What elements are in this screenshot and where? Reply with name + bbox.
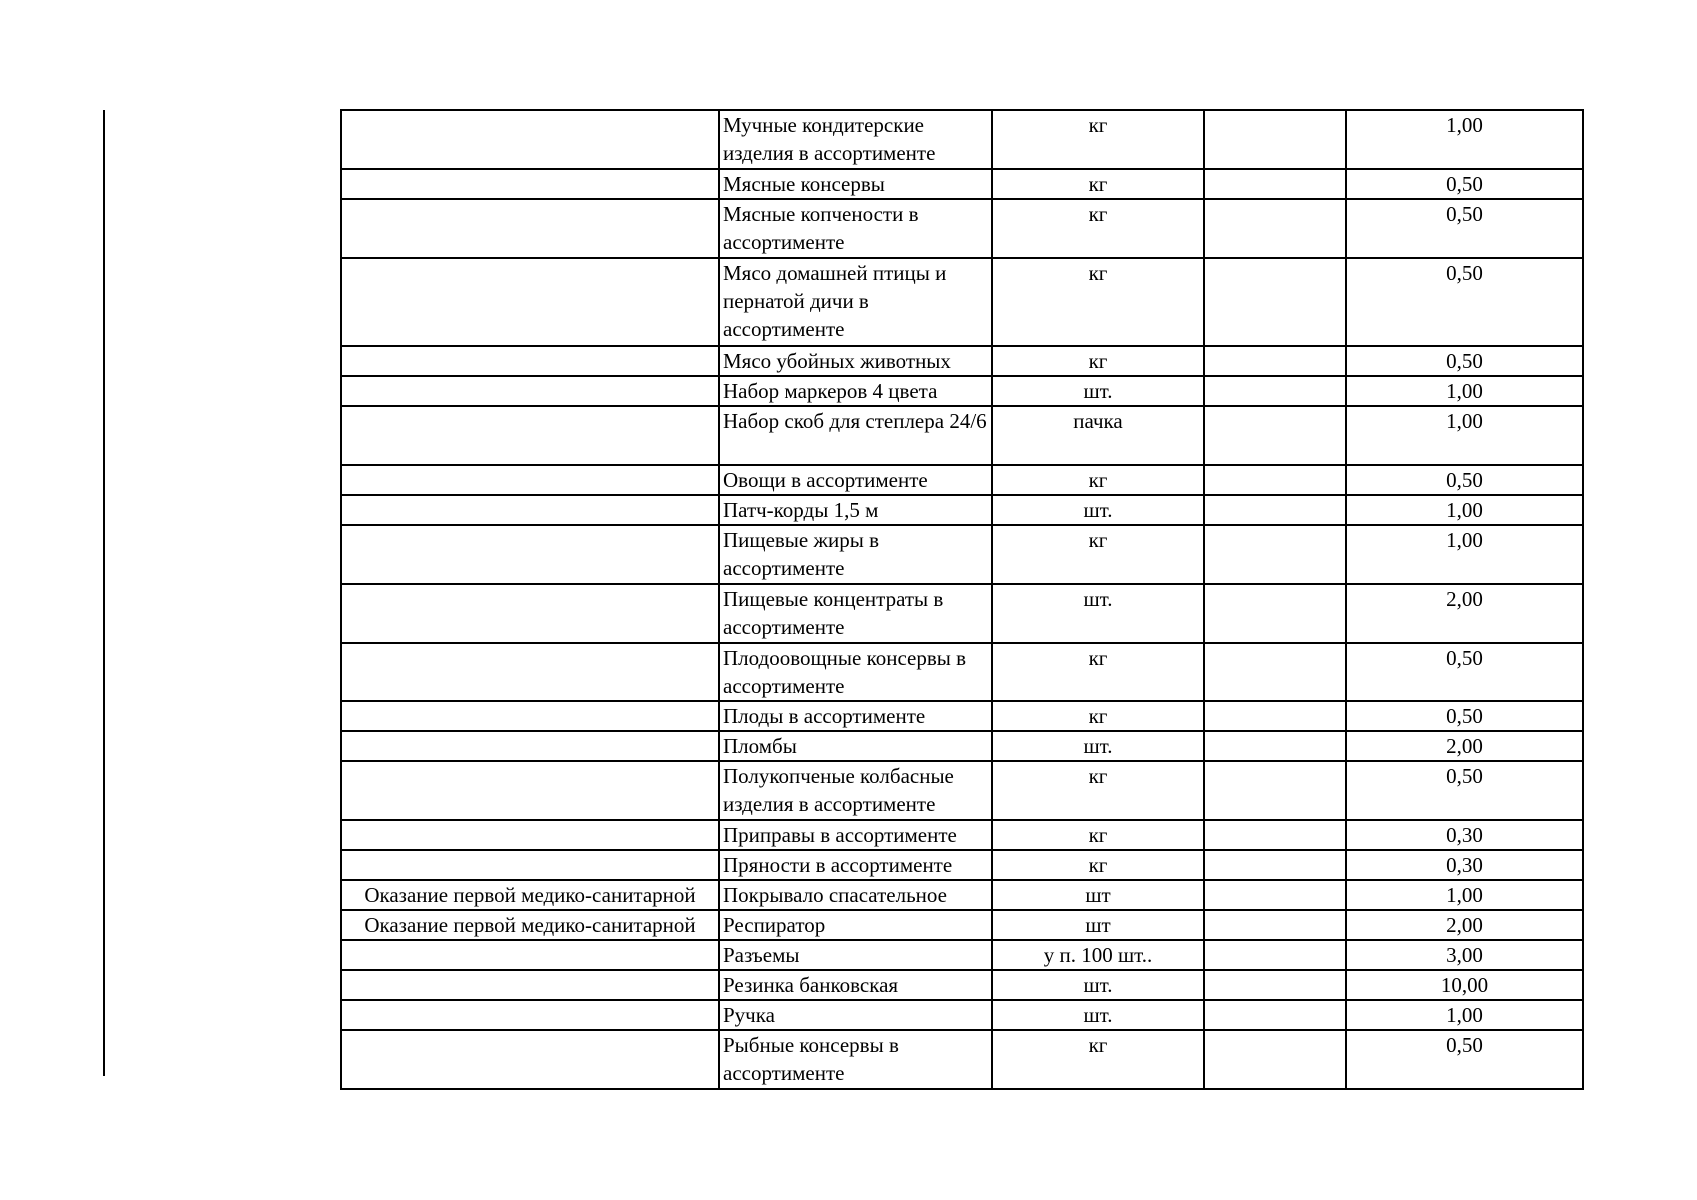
unit-cell: кг xyxy=(992,346,1204,376)
category-cell xyxy=(341,406,719,465)
item-name-cell: Покрывало спасательное xyxy=(719,880,992,910)
category-cell xyxy=(341,731,719,761)
table-row xyxy=(341,406,1583,465)
supplies-table xyxy=(340,109,1584,1090)
table-row xyxy=(341,465,1583,495)
blank-cell xyxy=(1204,970,1346,1000)
table-row xyxy=(341,850,1583,880)
blank-cell xyxy=(1204,258,1346,346)
blank-cell xyxy=(1204,169,1346,199)
unit-cell: шт. xyxy=(992,376,1204,406)
unit-cell: кг xyxy=(992,169,1204,199)
table-row xyxy=(341,970,1583,1000)
unit-cell: кг xyxy=(992,525,1204,584)
item-name-cell: Приправы в ассортименте xyxy=(719,820,992,850)
item-name-cell: Мучные кондитерские изделия в ассортименте xyxy=(719,110,992,169)
blank-cell xyxy=(1204,731,1346,761)
unit-cell: кг xyxy=(992,110,1204,169)
item-name-cell: Набор скоб для степлера 24/6 xyxy=(719,406,992,465)
quantity-cell: 0,50 xyxy=(1346,701,1583,731)
table-row xyxy=(341,731,1583,761)
quantity-cell: 0,50 xyxy=(1346,346,1583,376)
table-row xyxy=(341,820,1583,850)
unit-cell: пачка xyxy=(992,406,1204,465)
quantity-cell: 3,00 xyxy=(1346,940,1583,970)
blank-cell xyxy=(1204,1000,1346,1030)
item-name-cell: Патч-корды 1,5 м xyxy=(719,495,992,525)
unit-cell: шт xyxy=(992,910,1204,940)
quantity-cell: 1,00 xyxy=(1346,525,1583,584)
category-cell xyxy=(341,761,719,820)
blank-cell xyxy=(1204,465,1346,495)
item-name-cell: Пищевые жиры в ассортименте xyxy=(719,525,992,584)
blank-cell xyxy=(1204,701,1346,731)
blank-cell xyxy=(1204,346,1346,376)
category-cell xyxy=(341,110,719,169)
item-name-cell: Плодоовощные консервы в ассортименте xyxy=(719,643,992,701)
unit-cell: кг xyxy=(992,820,1204,850)
category-cell xyxy=(341,525,719,584)
blank-cell xyxy=(1204,643,1346,701)
item-name-cell: Разъемы xyxy=(719,940,992,970)
category-cell xyxy=(341,258,719,346)
blank-cell xyxy=(1204,910,1346,940)
quantity-cell: 0,50 xyxy=(1346,465,1583,495)
unit-cell: кг xyxy=(992,199,1204,258)
unit-cell: кг xyxy=(992,761,1204,820)
quantity-cell: 2,00 xyxy=(1346,731,1583,761)
item-name-cell: Овощи в ассортименте xyxy=(719,465,992,495)
category-cell xyxy=(341,465,719,495)
item-name-cell: Плоды в ассортименте xyxy=(719,701,992,731)
left-margin-rule xyxy=(103,110,105,1076)
category-cell xyxy=(341,376,719,406)
unit-cell: шт. xyxy=(992,731,1204,761)
unit-cell: кг xyxy=(992,850,1204,880)
quantity-cell: 0,50 xyxy=(1346,258,1583,346)
unit-cell: кг xyxy=(992,1030,1204,1089)
item-name-cell: Пломбы xyxy=(719,731,992,761)
category-cell xyxy=(341,820,719,850)
quantity-cell: 1,00 xyxy=(1346,110,1583,169)
table-row xyxy=(341,169,1583,199)
quantity-cell: 0,50 xyxy=(1346,643,1583,701)
table-row xyxy=(341,584,1583,643)
blank-cell xyxy=(1204,495,1346,525)
item-name-cell: Мясные копчености в ассортименте xyxy=(719,199,992,258)
item-name-cell: Мясо домашней птицы и пернатой дичи в ассортименте xyxy=(719,258,992,346)
blank-cell xyxy=(1204,584,1346,643)
unit-cell: у п. 100 шт.. xyxy=(992,940,1204,970)
item-name-cell: Респиратор xyxy=(719,910,992,940)
category-cell xyxy=(341,346,719,376)
category-cell xyxy=(341,495,719,525)
quantity-cell: 2,00 xyxy=(1346,584,1583,643)
blank-cell xyxy=(1204,406,1346,465)
blank-cell xyxy=(1204,1030,1346,1089)
unit-cell: шт. xyxy=(992,1000,1204,1030)
table-row xyxy=(341,495,1583,525)
item-name-cell: Мясные консервы xyxy=(719,169,992,199)
category-cell: Оказание первой медико-санитарной xyxy=(341,910,719,940)
quantity-cell: 2,00 xyxy=(1346,910,1583,940)
category-cell xyxy=(341,970,719,1000)
quantity-cell: 1,00 xyxy=(1346,1000,1583,1030)
quantity-cell: 1,00 xyxy=(1346,880,1583,910)
quantity-cell: 0,50 xyxy=(1346,199,1583,258)
blank-cell xyxy=(1204,199,1346,258)
category-cell xyxy=(341,169,719,199)
table-row xyxy=(341,701,1583,731)
unit-cell: кг xyxy=(992,258,1204,346)
blank-cell xyxy=(1204,820,1346,850)
item-name-cell: Резинка банковская xyxy=(719,970,992,1000)
category-cell xyxy=(341,940,719,970)
unit-cell: шт xyxy=(992,880,1204,910)
unit-cell: кг xyxy=(992,465,1204,495)
quantity-cell: 1,00 xyxy=(1346,406,1583,465)
unit-cell: шт. xyxy=(992,970,1204,1000)
supplies-table-body xyxy=(341,110,1583,1089)
quantity-cell: 0,50 xyxy=(1346,761,1583,820)
table-row xyxy=(341,910,1583,940)
table-row xyxy=(341,761,1583,820)
quantity-cell: 0,50 xyxy=(1346,169,1583,199)
blank-cell xyxy=(1204,761,1346,820)
table-row xyxy=(341,525,1583,584)
quantity-cell: 10,00 xyxy=(1346,970,1583,1000)
category-cell xyxy=(341,1000,719,1030)
table-row xyxy=(341,643,1583,701)
quantity-cell: 0,50 xyxy=(1346,1030,1583,1089)
item-name-cell: Мясо убойных животных xyxy=(719,346,992,376)
table-row xyxy=(341,1000,1583,1030)
category-cell xyxy=(341,701,719,731)
table-row xyxy=(341,1030,1583,1089)
quantity-cell: 1,00 xyxy=(1346,495,1583,525)
quantity-cell: 1,00 xyxy=(1346,376,1583,406)
table-row xyxy=(341,940,1583,970)
category-cell xyxy=(341,850,719,880)
quantity-cell: 0,30 xyxy=(1346,820,1583,850)
table-row xyxy=(341,258,1583,346)
category-cell xyxy=(341,584,719,643)
category-cell xyxy=(341,199,719,258)
unit-cell: кг xyxy=(992,701,1204,731)
item-name-cell: Пищевые концентраты в ассортименте xyxy=(719,584,992,643)
category-cell xyxy=(341,643,719,701)
item-name-cell: Рыбные консервы в ассортименте xyxy=(719,1030,992,1089)
quantity-cell: 0,30 xyxy=(1346,850,1583,880)
table-row xyxy=(341,346,1583,376)
blank-cell xyxy=(1204,376,1346,406)
blank-cell xyxy=(1204,110,1346,169)
item-name-cell: Ручка xyxy=(719,1000,992,1030)
table-row xyxy=(341,110,1583,169)
blank-cell xyxy=(1204,850,1346,880)
table-row xyxy=(341,199,1583,258)
unit-cell: кг xyxy=(992,643,1204,701)
unit-cell: шт. xyxy=(992,584,1204,643)
item-name-cell: Пряности в ассортименте xyxy=(719,850,992,880)
table-row xyxy=(341,376,1583,406)
blank-cell xyxy=(1204,525,1346,584)
category-cell xyxy=(341,1030,719,1089)
blank-cell xyxy=(1204,940,1346,970)
category-cell: Оказание первой медико-санитарной xyxy=(341,880,719,910)
table-row xyxy=(341,880,1583,910)
item-name-cell: Полукопченые колбасные изделия в ассортименте xyxy=(719,761,992,820)
item-name-cell: Набор маркеров 4 цвета xyxy=(719,376,992,406)
blank-cell xyxy=(1204,880,1346,910)
unit-cell: шт. xyxy=(992,495,1204,525)
